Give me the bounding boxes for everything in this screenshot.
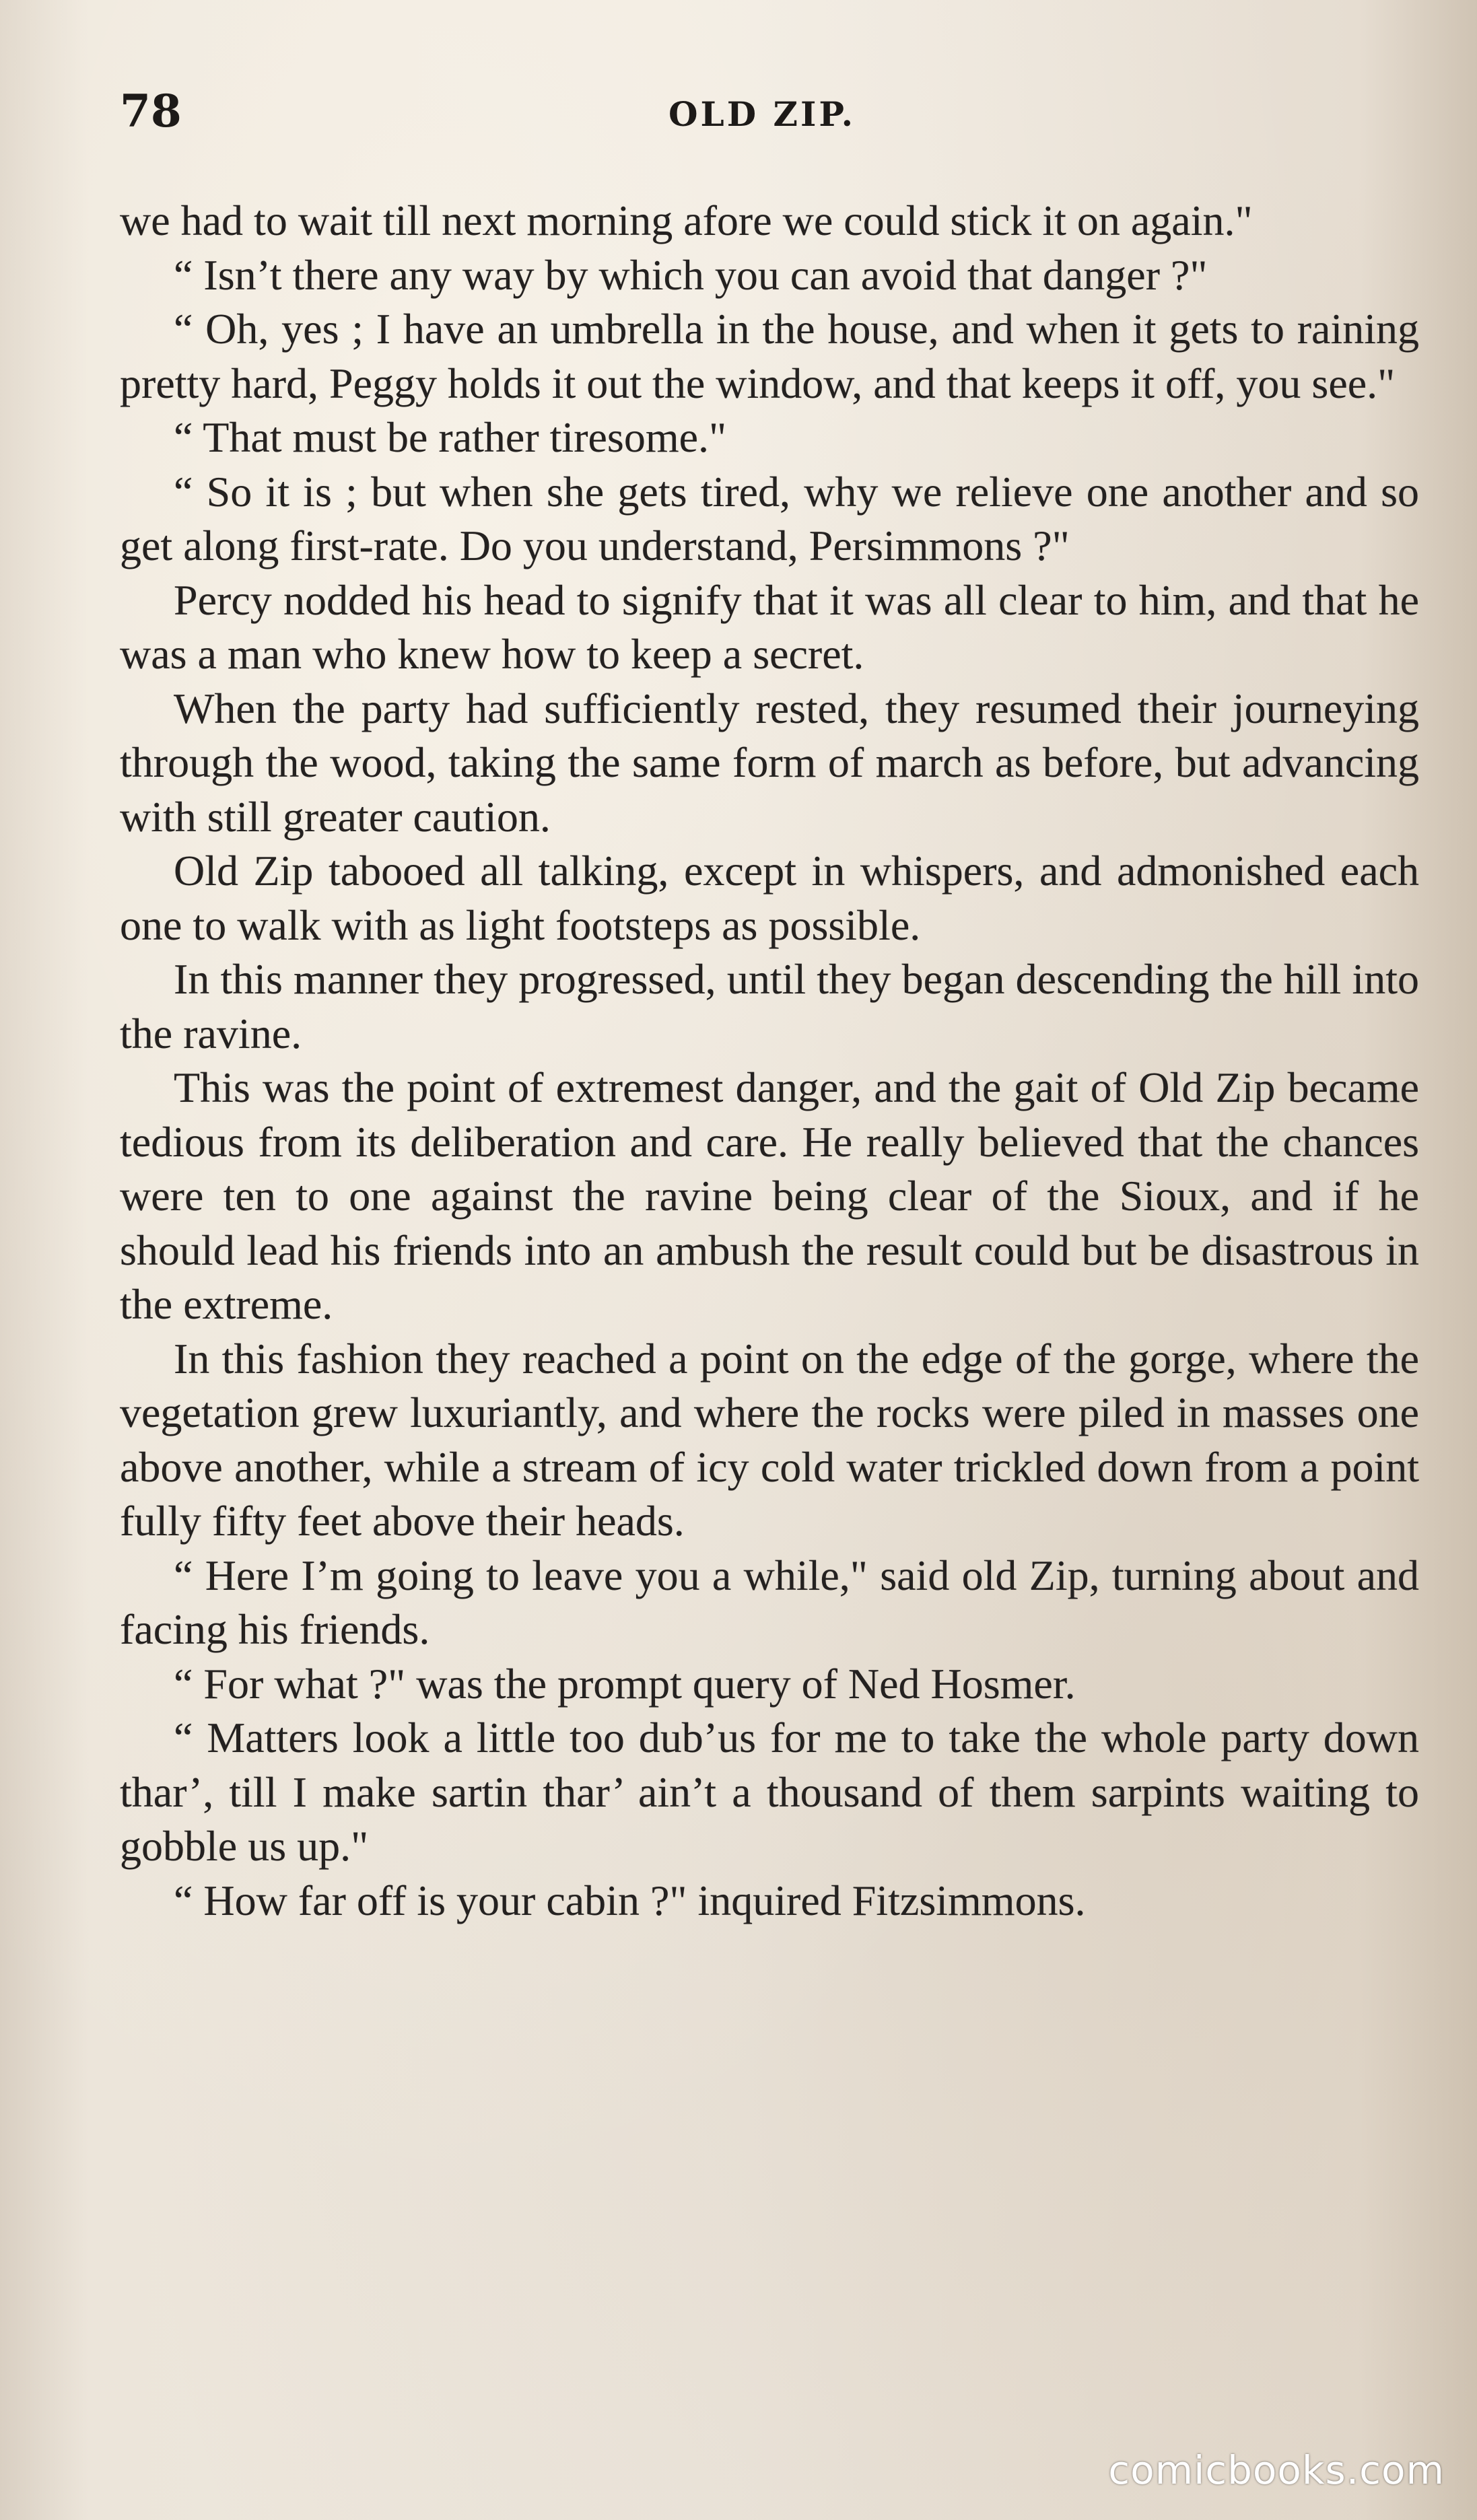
paragraph: “ That must be rather tiresome." bbox=[174, 413, 727, 461]
page-number: 78 bbox=[120, 85, 182, 137]
paragraph: “ Isn’t there any way by which you can avoid that danger ?" bbox=[174, 250, 1208, 299]
paragraph: “ So it is ; but when she gets tired, why we relieve one another and so get along first-rate. Do you understand, Persimmons ?" bbox=[120, 467, 1419, 569]
paragraph: “ Here I’m going to leave you a while," said old Zip, turning about and facing his friends. bbox=[120, 1551, 1419, 1653]
paragraph: In this manner they progressed, until they began descending the hill into the ravine. bbox=[120, 955, 1419, 1057]
paragraph: When the party had sufficiently rested, they resumed their journeying through the wood, taking the same form of march as before, but advancing with still greater caution. bbox=[120, 684, 1419, 841]
paragraph: we had to wait till next morning afore we could stick it on again." bbox=[120, 197, 1253, 244]
watermark: comicbooks.com bbox=[1108, 2447, 1445, 2493]
paragraph: This was the point of extremest danger, and the gait of Old Zip became tedious from its deliberation and care. He really believed that the chances were ten to one against the ravine being clear of the Sioux, and if he should lead his friends into an ambush the result could but be disastrous in the extreme. bbox=[120, 1063, 1419, 1328]
paragraph: “ How far off is your cabin ?" inquired Fitzsimmons. bbox=[174, 1876, 1086, 1924]
paragraph: “ Matters look a little too dub’us for me to take the whole party down thar’, till I make sartin thar’ ain’t a thousand of them sarpints waiting to gobble us up." bbox=[120, 1714, 1419, 1870]
paragraph: In this fashion they reached a point on the edge of the gorge, where the vegetation grew luxuriantly, and where the rocks were piled in masses one above another, while a stream of icy cold water trickled down from a point fully fifty feet above their heads. bbox=[120, 1334, 1419, 1545]
paragraph: Old Zip tabooed all talking, except in whispers, and admonished each one to walk with as light footsteps as possible. bbox=[120, 847, 1419, 949]
page-header bbox=[120, 79, 1419, 153]
body-text bbox=[120, 194, 1419, 1928]
paragraph: “ Oh, yes ; I have an umbrella in the house, and when it gets to raining pretty hard, Peggy holds it out the window, and that keeps it off, you see." bbox=[120, 305, 1419, 407]
paragraph: Percy nodded his head to signify that it was all clear to him, and that he was a man who knew how to keep a secret. bbox=[120, 575, 1419, 678]
running-head: OLD ZIP. bbox=[668, 94, 856, 134]
paragraph: “ For what ?" was the prompt query of Ned Hosmer. bbox=[174, 1659, 1076, 1708]
